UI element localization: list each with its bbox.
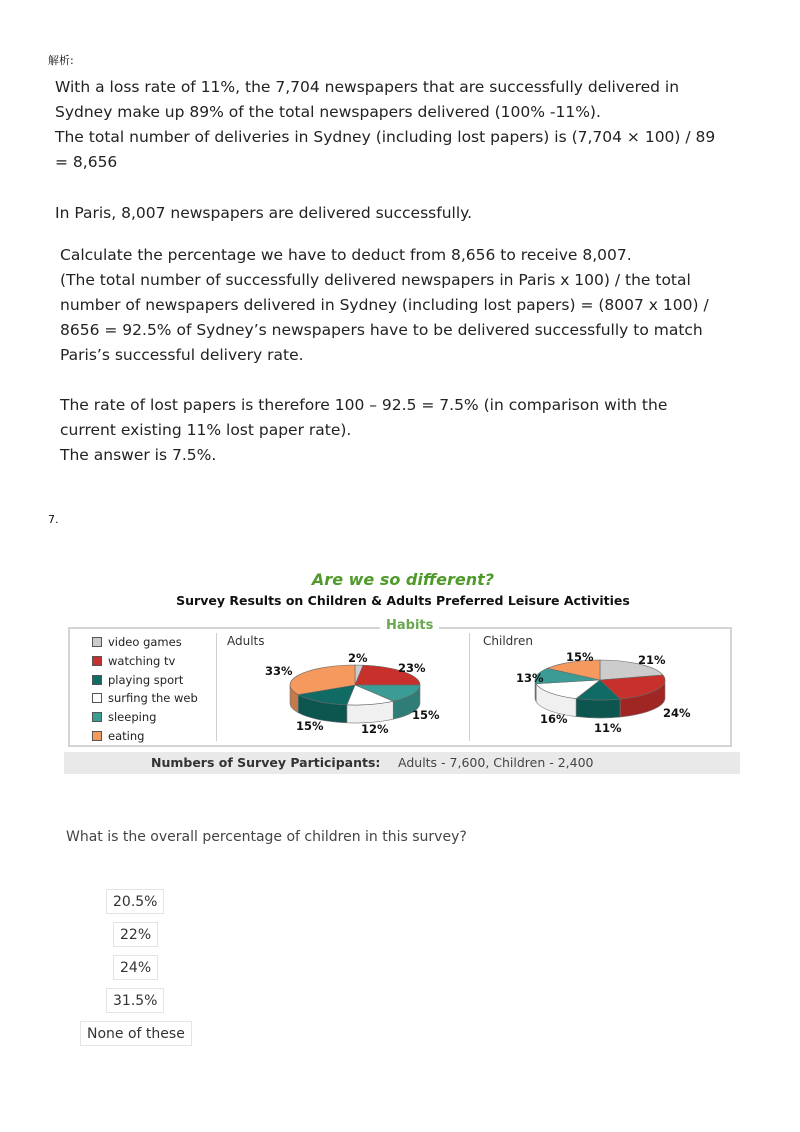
participants-label: Numbers of Survey Participants: — [151, 755, 381, 770]
chart-legend — [92, 633, 198, 746]
solution-line: Calculate the percentage we have to deduct from 8,656 to receive 8,007. — [60, 246, 632, 264]
children-label-eating: 15% — [566, 650, 594, 664]
legend-item-sleeping — [92, 708, 198, 727]
answer-option-3[interactable]: 24% — [113, 955, 158, 980]
legend-swatch — [92, 656, 102, 666]
answer-option-5[interactable]: None of these — [80, 1021, 192, 1046]
answer-option-4[interactable]: 31.5% — [106, 988, 164, 1013]
habits-label: Habits — [380, 618, 439, 633]
legend-swatch — [92, 731, 102, 741]
solution-line: Sydney make up 89% of the total newspapers delivered (100% -11%). — [55, 103, 601, 121]
chart-subtitle: Survey Results on Children & Adults Preferred Leisure Activities — [176, 593, 630, 608]
solution-line: = 8,656 — [55, 153, 118, 171]
question-number: 7. — [48, 513, 59, 526]
legend-label: eating — [108, 728, 145, 743]
adults-label-surfing-web: 12% — [361, 722, 389, 736]
legend-swatch — [92, 693, 102, 703]
children-label-playing-sport: 11% — [594, 721, 622, 735]
children-label-video-games: 21% — [638, 653, 666, 667]
legend-item-eating — [92, 727, 198, 746]
panel-divider — [216, 633, 217, 741]
solution-line: In Paris, 8,007 newspapers are delivered successfully. — [55, 204, 473, 222]
adults-label-watching-tv: 23% — [398, 661, 426, 675]
adults-label-video-games: 2% — [348, 651, 368, 665]
children-label-sleeping: 13% — [516, 671, 544, 685]
legend-label: video games — [108, 635, 182, 649]
legend-label: playing sport — [108, 672, 184, 687]
solution-line: The answer is 7.5%. — [60, 446, 217, 464]
adults-label-eating: 33% — [265, 664, 293, 678]
children-label-watching-tv: 24% — [663, 706, 691, 720]
analysis-label: 解析: — [48, 54, 74, 67]
solution-line: Paris’s successful delivery rate. — [60, 346, 304, 364]
question-text: What is the overall percentage of children in this survey? — [66, 829, 467, 845]
legend-swatch — [92, 675, 102, 685]
solution-paragraph-2 — [55, 201, 755, 226]
legend-item-surfing-web — [92, 689, 198, 708]
solution-line: (The total number of successfully delivered newspapers in Paris x 100) / the total — [60, 271, 691, 289]
solution-line: number of newspapers delivered in Sydney (including lost papers) = (8007 x 100) / — [60, 296, 709, 314]
children-pie-title: Children — [483, 634, 533, 648]
legend-item-watching-tv — [92, 652, 198, 671]
answer-option-2[interactable]: 22% — [113, 922, 158, 947]
solution-line: The rate of lost papers is therefore 100 – 92.5 = 7.5% (in comparison with the — [60, 396, 668, 414]
solution-paragraph-4 — [60, 393, 760, 468]
participants-value: Adults - 7,600, Children - 2,400 — [398, 755, 594, 770]
solution-line: The total number of deliveries in Sydney (including lost papers) is (7,704 × 100) / 89 — [55, 128, 716, 146]
legend-label: watching tv — [108, 653, 176, 668]
answer-option-1[interactable]: 20.5% — [106, 889, 164, 914]
legend-label: surfing the web — [108, 691, 198, 706]
participants-bar — [64, 752, 740, 774]
solution-line: With a loss rate of 11%, the 7,704 newspapers that are successfully delivered in — [55, 78, 680, 96]
solution-paragraph-1 — [55, 75, 755, 175]
panel-divider — [469, 633, 470, 741]
adults-pie-title: Adults — [227, 634, 265, 648]
solution-paragraph-3 — [60, 243, 760, 368]
legend-item-video-games — [92, 633, 198, 652]
legend-item-playing-sport — [92, 671, 198, 690]
legend-swatch — [92, 637, 102, 647]
legend-label: sleeping — [108, 710, 157, 725]
adults-label-sleeping: 15% — [412, 708, 440, 722]
chart-title: Are we so different? — [311, 570, 495, 589]
solution-line: 8656 = 92.5% of Sydney’s newspapers have to be delivered successfully to match — [60, 321, 703, 339]
legend-swatch — [92, 712, 102, 722]
pie-side-playing-sport — [576, 699, 620, 718]
adults-label-playing-sport: 15% — [296, 719, 324, 733]
children-label-surfing-web: 16% — [540, 712, 568, 726]
solution-line: current existing 11% lost paper rate). — [60, 421, 352, 439]
